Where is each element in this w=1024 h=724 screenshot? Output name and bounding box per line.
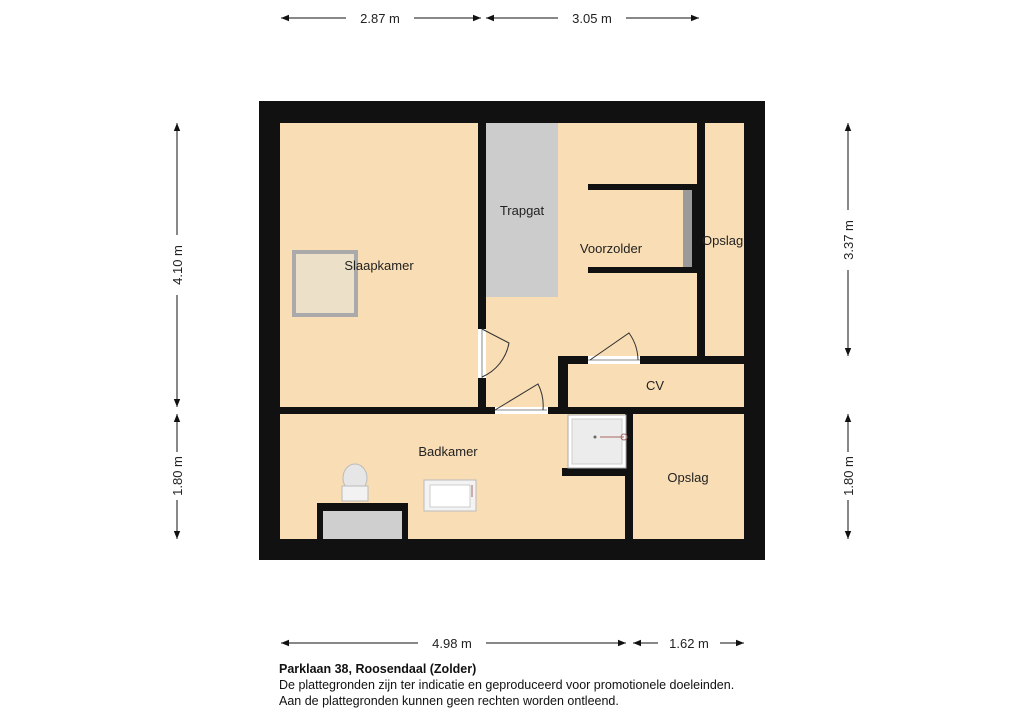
label-badkamer: Badkamer	[418, 444, 478, 459]
caption	[279, 661, 734, 709]
dim-left-upper	[170, 123, 185, 407]
label-cv: CV	[645, 378, 665, 393]
dim-top-right	[486, 11, 699, 26]
dim-top-right-text: 3.05 m	[572, 11, 612, 26]
label-voorzolder: Voorzolder	[579, 241, 643, 256]
alcove-shade	[683, 190, 692, 267]
wall-shower-bottom	[562, 468, 630, 476]
shower-icon	[568, 415, 627, 468]
caption-title: Parklaan 38, Roosendaal (Zolder)	[279, 662, 477, 676]
sink-icon	[424, 480, 476, 511]
dim-bottom-left	[281, 636, 626, 651]
alcove-wall-bottom	[588, 267, 697, 273]
bath-niche	[323, 511, 402, 539]
dim-left-lower	[170, 414, 185, 539]
wall-cv-left	[558, 356, 568, 407]
label-trapgat: Trapgat	[499, 203, 545, 218]
dim-left-upper-text: 4.10 m	[170, 245, 185, 285]
dim-right-lower-text: 1.80 m	[841, 456, 856, 496]
alcove-wall-side	[692, 184, 697, 273]
label-opslag-top: Opslag	[702, 233, 744, 248]
dim-top-left-text: 2.87 m	[360, 11, 400, 26]
wall-voorzolder-cv	[558, 356, 744, 364]
label-slaapkamer: Slaapkamer	[344, 258, 414, 273]
caption-line2: Aan de plattegronden kunnen geen rechten worden ontleend.	[279, 694, 619, 708]
dim-left-lower-text: 1.80 m	[170, 456, 185, 496]
dim-right-upper-text: 3.37 m	[841, 220, 856, 260]
dim-right-lower	[841, 414, 856, 539]
dim-bottom-right-text: 1.62 m	[669, 636, 709, 651]
label-opslag-bottom: Opslag	[667, 470, 709, 485]
dim-bottom-left-text: 4.98 m	[432, 636, 472, 651]
dim-top-left	[281, 11, 481, 26]
dim-right-upper	[841, 123, 856, 356]
toilet-icon	[342, 464, 368, 501]
dim-bottom-right	[633, 636, 744, 651]
alcove-wall-top	[588, 184, 697, 190]
caption-line1: De plattegronden zijn ter indicatie en geproduceerd voor promotionele doeleinden.	[279, 678, 735, 692]
